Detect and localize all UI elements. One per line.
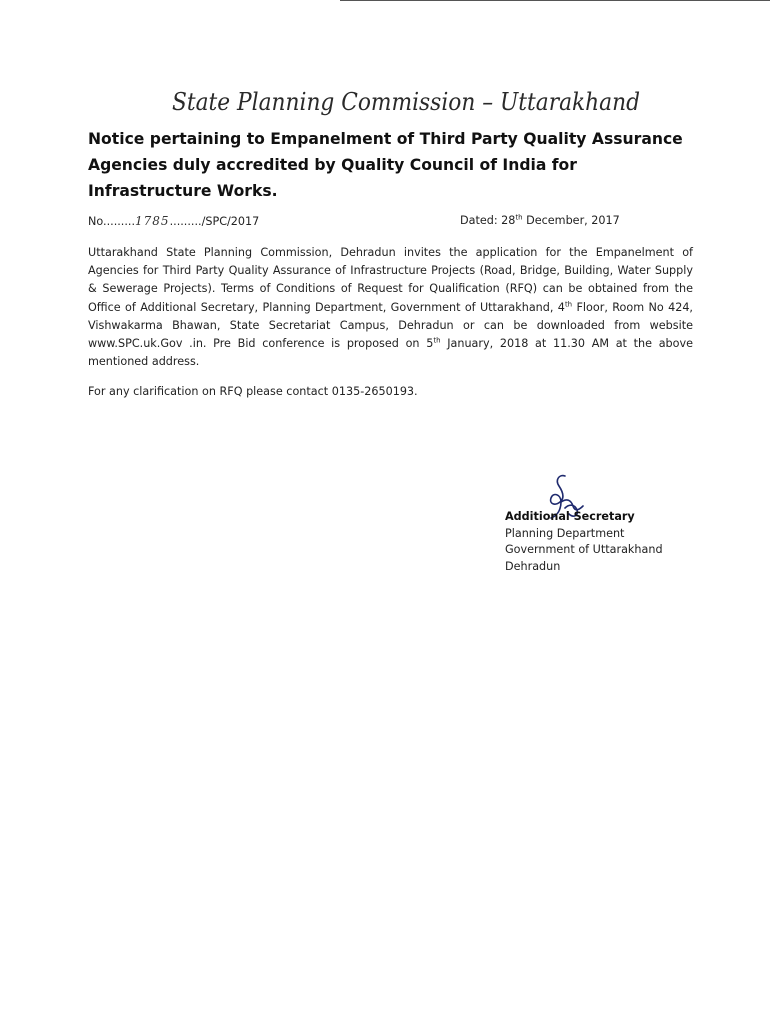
ref-dots: ........: [106, 215, 136, 228]
signatory-designation: Additional Secretary: [505, 510, 635, 523]
body-part-1: Uttarakhand State Planning Commission, Dehradun invites the application for the Empanelment of Agencies for Third Party Quality Assurance of Infrastructure Projects (Road, Bridge, Building, Water Supply & Sewerage Projects). Terms of Conditions of Request for Qualification (RFQ) can be obtained from the Office of Additional Secretary, Planning Department, Government of Uttarakhand, 4: [88, 246, 693, 314]
reference-number: [88, 214, 259, 228]
handwritten-title-text: State Planning Commission – Uttarakhand: [172, 88, 640, 116]
body-part-2: Floor, Room No 424, Vishwakarma Bhawan, State Secretariat Campus, Dehradun or can be downloaded from website www.SPC.uk.Gov .in. Pre Bid conference is proposed on 5: [88, 300, 693, 351]
ref-dots-2: .........: [169, 215, 202, 228]
notice-heading: Notice pertaining to Empanelment of Third Party Quality Assurance Agencies duly accredited by Quality Council of India for Infrastructure Works.: [88, 130, 683, 200]
notice-date: [460, 214, 620, 227]
notice-body: [88, 244, 693, 371]
date-label: Dated: 28: [460, 214, 516, 227]
contact-line: For any clarification on RFQ please contact 0135-2650193.: [88, 385, 418, 398]
ref-suffix: /SPC/2017: [201, 215, 260, 228]
signatory-block: [505, 509, 663, 575]
date-sup: th: [515, 213, 523, 222]
reference-line: [88, 214, 648, 234]
signatory-city: Dehradun: [505, 559, 561, 573]
ref-prefix: No.: [88, 215, 107, 228]
signatory-government: Government of Uttarakhand: [505, 543, 663, 556]
scan-edge-line: [340, 0, 770, 1]
handwritten-title: [168, 80, 648, 126]
body-sup-2: th: [433, 336, 441, 345]
body-part-3: January, 2018 at 11.30 AM at the above mentioned address.: [88, 337, 694, 369]
signatory-department: Planning Department: [505, 526, 625, 540]
date-rest: December, 2017: [522, 214, 620, 227]
body-sup-1: th: [564, 299, 573, 308]
ref-handwritten-number: 1785: [135, 214, 170, 228]
